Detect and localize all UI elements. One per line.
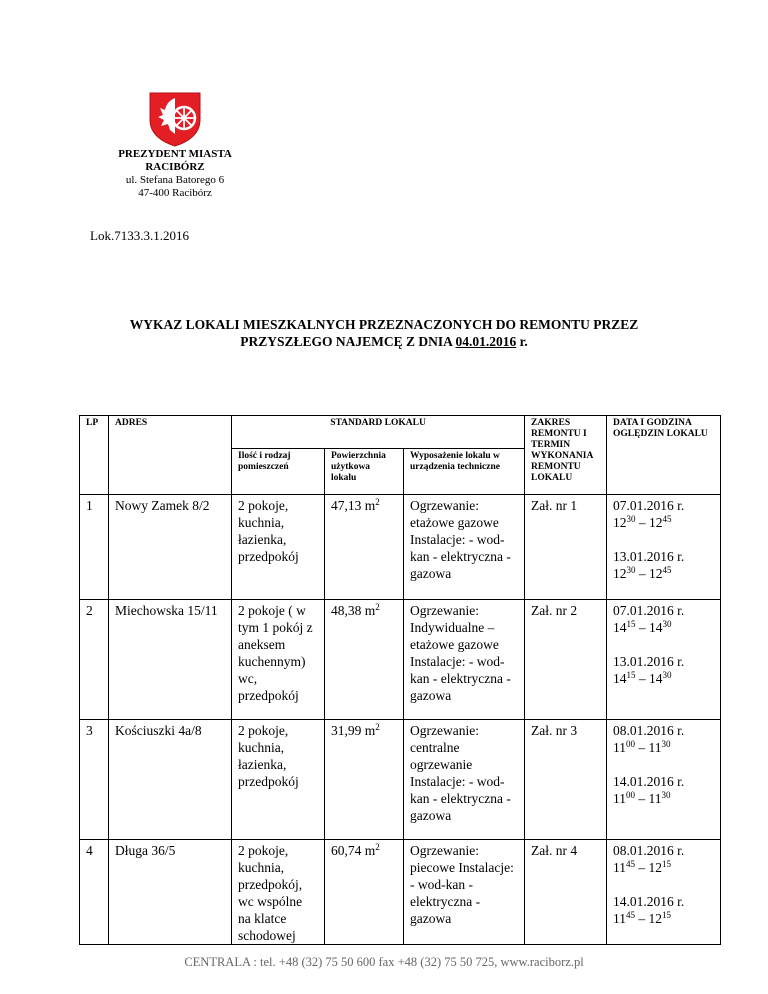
table-row [80,600,721,720]
title-line-2 [60,333,708,350]
header-address: ADRES [109,416,232,495]
viewing-date: 08.01.2016 r. [613,843,685,858]
cell-rooms: 2 pokoje, kuchnia, łazienka, przedpokój [232,495,325,600]
cell-equipment: Ogrzewanie: piecowe Instalacje: - wod-kan - elektryczna - gazowa [404,840,525,945]
issuer-block [90,148,260,200]
cell-area: 60,74 $m^2$ [325,840,404,945]
cell-lp: 2 [80,600,109,720]
table-row [80,840,721,945]
cell-area: 31,99 $m^2$ [325,720,404,840]
cell-rooms: 2 pokoje ( w tym 1 pokój z aneksem kuchennym) wc, przedpokój [232,600,325,720]
issuer-name: PREZYDENT MIASTA [118,148,232,160]
header-rooms: Ilość i rodzaj pomieszczeń [232,449,325,495]
cell-area: 48,38 $m^2$ [325,600,404,720]
footer-contact: CENTRALA : tel. +48 (32) 75 50 600 fax +48 (32) 75 50 725, www.raciborz.pl [184,955,584,969]
title-line-1: WYKAZ LOKALI MIESZKALNYCH PRZEZNACZONYCH DO REMONTU PRZEZ [129,317,639,332]
viewing-time: $11^{45} - 12^{15}$ [613,910,672,926]
viewing-date: 07.01.2016 r. [613,603,685,618]
cell-address: Nowy Zamek 8/2 [109,495,232,600]
viewing-time: $12^{30} - 12^{45}$ [613,565,672,581]
cell-rooms: 2 pokoje, kuchnia, łazienka, przedpokój [232,720,325,840]
cell-address: Miechowska 15/11 [109,600,232,720]
cell-viewing [607,720,721,840]
header-row [80,416,721,449]
reference-number: Lok.7133.3.1.2016 [90,228,189,243]
cell-lp: 3 [80,720,109,840]
cell-viewing [607,840,721,945]
header-area: Powierzchnia użytkowa lokalu [325,449,404,495]
cell-scope: Zał. nr 3 [525,720,607,840]
area-value: 48,38 m [331,603,376,618]
cell-address: Kościuszki 4a/8 [109,720,232,840]
cell-area: 47,13 $m^2$ [325,495,404,600]
title-prefix: PRZYSZŁEGO NAJEMCĘ Z DNIA [240,334,456,349]
cell-equipment: Ogrzewanie: Indywidualne – etażowe gazowe Instalacje: - wod-kan - elektryczna - gazowa [404,600,525,720]
viewing-date: 08.01.2016 r. [613,723,685,738]
issuer-postcode: 47-400 Racibórz [138,187,212,199]
cell-equipment: Ogrzewanie: centralne ogrzewanie Instalacje: - wod-kan - elektryczna - gazowa [404,720,525,840]
issuer-street: ul. Stefana Batorego 6 [125,174,225,186]
table-row [80,720,721,840]
header-date: DATA I GODZINA OGLĘDZIN LOKALU [607,416,721,495]
cell-scope: Zał. nr 4 [525,840,607,945]
viewing-date: 07.01.2016 r. [613,498,685,513]
cell-lp: 1 [80,495,109,600]
premises-table [79,415,721,945]
viewing-time: $11^{00} - 11^{30}$ [613,790,671,806]
viewing-date: 13.01.2016 r. [613,549,685,564]
area-value: 47,13 m [331,498,376,513]
viewing-time: $11^{00} - 11^{30}$ [613,739,671,755]
viewing-date: 14.01.2016 r. [613,774,685,789]
cell-equipment: Ogrzewanie: etażowe gazowe Instalacje: - wod-kan - elektryczna - gazowa [404,495,525,600]
area-value: 60,74 m [331,843,376,858]
header-lp: LP [80,416,109,495]
header-scope: ZAKRES REMONTU I TERMIN WYKONANIA REMONTU LOKALU [525,416,607,495]
document-title [60,316,708,350]
title-suffix: r. [516,334,528,349]
cell-viewing [607,495,721,600]
cell-scope: Zał. nr 2 [525,600,607,720]
viewing-date: 14.01.2016 r. [613,894,685,909]
cell-address: Długa 36/5 [109,840,232,945]
viewing-time: $12^{30} - 12^{45}$ [613,514,672,530]
title-date: 04.01.2016 [455,334,517,349]
cell-scope: Zał. nr 1 [525,495,607,600]
cell-rooms: 2 pokoje, kuchnia, przedpokój, wc wspólne na klatce schodowej [232,840,325,945]
header-equipment: Wyposażenie lokalu w urządzenia techniczne [404,449,525,495]
viewing-time: $11^{45} - 12^{15}$ [613,859,672,875]
viewing-time: $14^{15} - 14^{30}$ [613,670,672,686]
viewing-time: $14^{15} - 14^{30}$ [613,619,672,635]
raciborz-crest-icon [146,90,204,148]
area-value: 31,99 m [331,723,376,738]
table-row [80,495,721,600]
issuer-city: RACIBÓRZ [145,161,205,173]
header-standard: STANDARD LOKALU [232,416,525,449]
cell-viewing [607,600,721,720]
cell-lp: 4 [80,840,109,945]
viewing-date: 13.01.2016 r. [613,654,685,669]
